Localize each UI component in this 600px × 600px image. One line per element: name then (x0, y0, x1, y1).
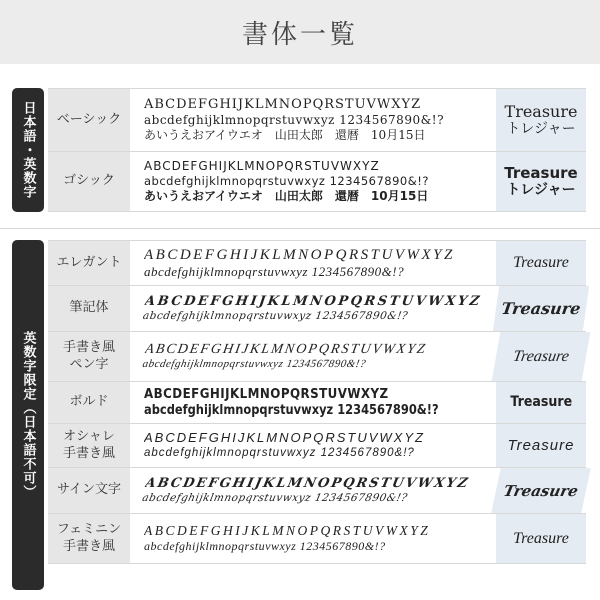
font-preview: Treasure (493, 286, 589, 331)
font-name: サイン文字 (48, 468, 130, 513)
font-sample: ABCDEFGHIJKLMNOPQRSTUVWXYZ abcdefghijklmnopqrstuvwxyz 1234567890&!? (141, 475, 471, 505)
font-name: ベーシック (48, 89, 130, 151)
font-preview: Treasure (496, 241, 586, 285)
section-divider (0, 228, 600, 229)
group-label-alnum-only: 英数字限定（日本語不可） (12, 240, 44, 590)
font-name: オシャレ 手書き風 (48, 424, 130, 467)
font-preview: Treasure (496, 382, 586, 423)
font-row-basic[interactable] (48, 88, 586, 152)
font-row-feminine[interactable] (48, 514, 586, 564)
font-preview: Treasure トレジャー (496, 152, 586, 211)
page-header (0, 0, 600, 64)
font-preview: Treasure (491, 468, 591, 513)
font-preview: Treasure (492, 332, 591, 381)
font-sample: ABCDEFGHIJKLMNOPQRSTUVWXYZ abcdefghijklmnopqrstuvwxyz 1234567890&!? (141, 341, 429, 371)
font-sample: ABCDEFGHIJKLMNOPQRSTUVWXYZ abcdefghijklmnopqrstuvwxyz 1234567890&!? (144, 385, 439, 418)
font-sample: ABCDEFGHIJKLMNOPQRSTUVWXYZ abcdefghijklmnopqrstuvwxyz 1234567890&!? (144, 522, 431, 554)
font-preview: Treasure (496, 424, 586, 467)
font-name: ゴシック (48, 152, 130, 211)
font-name: 手書き風 ペン字 (48, 332, 130, 381)
page-title: 書体一覧 (241, 19, 358, 50)
font-sample: ABCDEFGHIJKLMNOPQRSTUVWXYZ abcdefghijklmnopqrstuvwxyz 1234567890&!? (142, 293, 483, 323)
font-sample: ABCDEFGHIJKLMNOPQRSTUVWXYZ abcdefghijklmnopqrstuvwxyz 1234567890&!? あいうえおアイウエオ 山田太郎 還暦 10月15日 (144, 96, 445, 143)
font-preview: Treasure (496, 514, 586, 563)
font-row-stylish[interactable] (48, 424, 586, 468)
font-preview: Treasure トレジャー (496, 89, 586, 151)
group-label-japanese: 日本語・英数字 (12, 88, 44, 212)
font-row-gothic[interactable] (48, 152, 586, 212)
font-name: 筆記体 (48, 286, 130, 331)
font-row-elegant[interactable] (48, 240, 586, 286)
font-sample: ABCDEFGHIJKLMNOPQRSTUVWXYZ abcdefghijklmnopqrstuvwxyz 1234567890&!? (144, 430, 425, 460)
font-sample: ABCDEFGHIJKLMNOPQRSTUVWXYZ abcdefghijklmnopqrstuvwxyz 1234567890&!? あいうえおアイウエオ 山田太郎 還暦 10月15日 (144, 159, 429, 203)
font-row-signature[interactable] (48, 468, 586, 514)
font-row-bold[interactable] (48, 382, 586, 424)
font-row-pen[interactable] (48, 332, 586, 382)
font-name: エレガント (48, 241, 130, 285)
font-row-cursive[interactable] (48, 286, 586, 332)
font-name: ボルド (48, 382, 130, 423)
font-name: フェミニン 手書き風 (48, 514, 130, 563)
font-sample: ABCDEFGHIJKLMNOPQRSTUVWXYZ abcdefghijklmnopqrstuvwxyz 1234567890&!? (144, 246, 455, 280)
